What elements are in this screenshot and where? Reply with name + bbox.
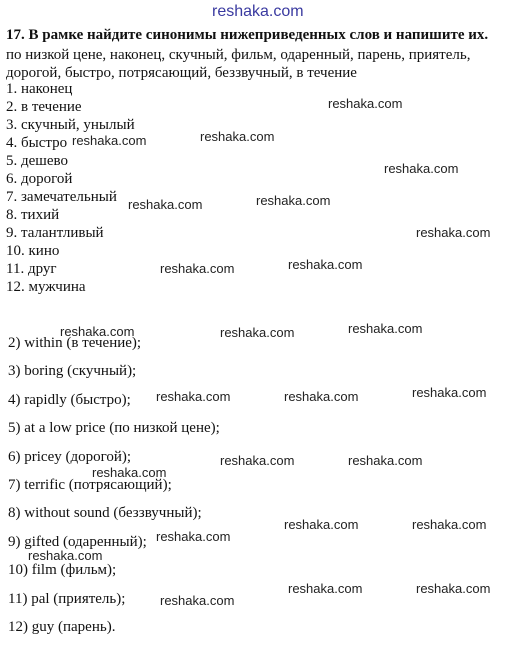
watermark: reshaka.com xyxy=(348,321,423,336)
watermark: reshaka.com xyxy=(284,517,359,532)
word-bank: по низкой цене, наконец, скучный, фильм, одаренный, парень, приятель, дорогой, быстро, потрясающий, беззвучный, в течение xyxy=(6,47,471,81)
watermark: reshaka.com xyxy=(416,225,491,240)
list-item: 6. дорогой xyxy=(6,171,73,187)
answer-item: 6) pricey (дорогой); xyxy=(8,448,132,465)
answer-item: 2) within (в течение); xyxy=(8,335,142,351)
answer-item: 3) boring (скучный); xyxy=(8,363,137,380)
answer-item: 10) film (фильм); xyxy=(8,562,117,579)
exercise-title: 17. В рамке найдите синонимы нижеприведенных слов и напишите их. xyxy=(6,27,489,43)
watermark: reshaka.com xyxy=(92,465,167,480)
watermark: reshaka.com xyxy=(72,133,147,148)
watermark: reshaka.com xyxy=(156,529,231,544)
answer-item: 4) rapidly (быстро); xyxy=(8,391,131,408)
watermark: reshaka.com xyxy=(384,161,459,176)
watermark: reshaka.com xyxy=(328,96,403,111)
watermark: reshaka.com xyxy=(220,453,295,468)
watermark: reshaka.com xyxy=(348,453,423,468)
word-list xyxy=(6,80,135,296)
site-watermark-header: reshaka.com xyxy=(212,3,304,20)
watermark: reshaka.com xyxy=(288,257,363,272)
watermark: reshaka.com xyxy=(288,581,363,596)
list-item: 1. наконец xyxy=(6,81,73,97)
list-item: 5. дешево xyxy=(6,153,68,169)
list-item: 4. быстро xyxy=(6,135,68,151)
list-item: 7. замечательный xyxy=(6,189,117,205)
answer-item: 5) at a low price (по низкой цене); xyxy=(8,420,220,437)
list-item: 10. кино xyxy=(6,243,60,259)
watermark: reshaka.com xyxy=(412,517,487,532)
answer-item: 9) gifted (одаренный); xyxy=(8,533,147,550)
watermark: reshaka.com xyxy=(220,325,295,340)
answer-item: 7) terrific (потрясающий); xyxy=(8,476,172,493)
watermark: reshaka.com xyxy=(128,197,203,212)
watermark: reshaka.com xyxy=(60,324,135,339)
list-item: 11. друг xyxy=(6,261,57,277)
answer-item: 12) guy (парень). xyxy=(8,618,116,635)
list-item: 9. талантливый xyxy=(6,225,104,241)
list-item: 3. скучный, унылый xyxy=(6,117,135,133)
watermark: reshaka.com xyxy=(256,193,331,208)
list-item: 12. мужчина xyxy=(6,279,86,295)
watermark: reshaka.com xyxy=(416,581,491,596)
watermark: reshaka.com xyxy=(160,261,235,276)
watermark: reshaka.com xyxy=(160,593,235,608)
answer-item: 11) pal (приятель); xyxy=(8,590,126,607)
list-item: 8. тихий xyxy=(6,207,60,223)
watermark: reshaka.com xyxy=(28,548,103,563)
answer-item: 8) without sound (беззвучный); xyxy=(8,505,202,522)
watermark: reshaka.com xyxy=(156,389,231,404)
watermark: reshaka.com xyxy=(412,385,487,400)
list-item: 2. в течение xyxy=(6,99,82,115)
watermark: reshaka.com xyxy=(284,389,359,404)
watermark: reshaka.com xyxy=(200,129,275,144)
